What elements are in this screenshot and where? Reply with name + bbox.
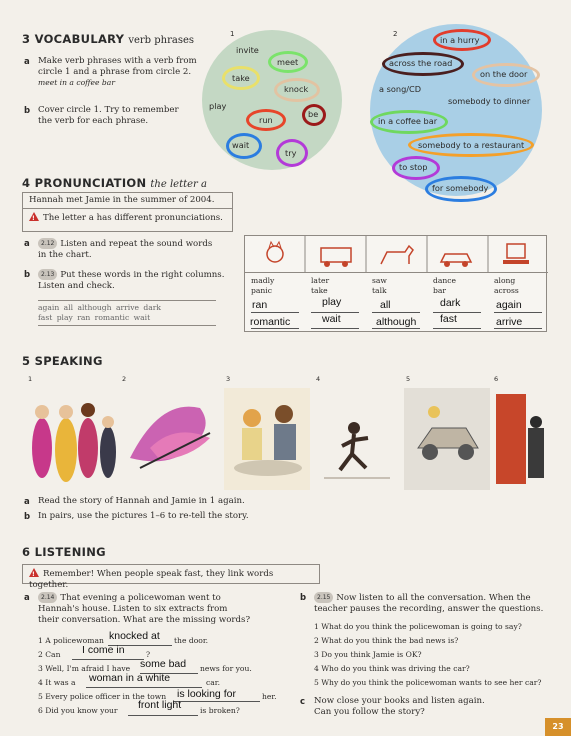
question-2-end: ? (146, 650, 151, 659)
item-label-a: a (24, 239, 30, 249)
verb-play: play (209, 101, 227, 111)
picture-number: 3 (226, 375, 231, 383)
question-4-start: 4 It was a (38, 678, 76, 687)
audio-badge: 2.14 (38, 592, 57, 603)
chart-word: take (311, 286, 328, 295)
answer-ran[interactable]: ran (252, 299, 268, 311)
answer-all[interactable]: all (380, 299, 391, 311)
answer-dark[interactable]: dark (440, 297, 461, 309)
pronunciation-heading (22, 176, 207, 190)
verb-run: run (259, 115, 273, 125)
verb-wait: wait (232, 140, 250, 150)
answer-line (251, 328, 299, 329)
column-2-words (311, 276, 329, 296)
question-3-end: news for you. (200, 664, 252, 673)
sound-pictures-row (245, 236, 548, 272)
answer-line (372, 328, 420, 329)
section-subtitle: verb phrases (128, 35, 195, 46)
chart-word: along (494, 276, 516, 285)
answer-line (372, 312, 420, 313)
phrase-for-somebody: for somebody (432, 183, 489, 193)
audio-badge: 2.15 (314, 592, 333, 603)
question-6-start: 6 Did you know your (38, 706, 118, 715)
answer-play[interactable]: play (322, 296, 342, 308)
listening-heading: 6 LISTENING (22, 545, 106, 559)
phrase-on-the-door: on the door (480, 69, 528, 79)
question-5-end: her. (262, 692, 277, 701)
answer-line (128, 715, 198, 716)
word-bank (38, 300, 216, 326)
answer-4-input[interactable]: woman in a white (89, 672, 171, 684)
item-label-b: b (24, 270, 31, 280)
question-item: 2 What do you think the bad news is? (314, 636, 459, 645)
vocabulary-heading (22, 32, 194, 46)
section-title: 3 VOCABULARY (22, 32, 125, 46)
item-label-b: b (24, 512, 31, 522)
train-icon (321, 248, 351, 267)
verb-take: take (232, 73, 250, 83)
item-label-a: a (24, 497, 30, 507)
warning-icon (29, 568, 39, 577)
story-picture-car (404, 388, 490, 490)
story-picture-running (314, 388, 400, 490)
phrase-across-the-road: across the road (389, 58, 453, 68)
verb-circle (202, 30, 342, 170)
question-2-start: 2 Can (38, 650, 61, 659)
picture-number: 5 (406, 375, 411, 383)
question-item: 3 Do you think Jamie is OK? (314, 650, 422, 659)
text-line: Make verb phrases with a verb from (38, 56, 197, 66)
column-3-words (372, 276, 387, 296)
horse-icon (381, 246, 413, 264)
answer-again[interactable]: again (496, 299, 522, 311)
pronunciation-example-box (22, 192, 233, 232)
section-subtitle: the letter a (150, 179, 207, 190)
warning-text: Remember! When people speak fast, they link words together. (29, 569, 274, 590)
page-number: 23 (545, 718, 571, 736)
answer-line (72, 659, 144, 660)
cat-icon (267, 242, 283, 262)
verb-be: be (308, 109, 319, 119)
section-title: 4 PRONUNCIATION (22, 176, 147, 190)
question-6-end: is broken? (200, 706, 240, 715)
answer-line (433, 328, 481, 329)
question-3-start: 3 Well, I'm afraid I have (38, 664, 131, 673)
text-line: Cover circle 1. Try to remember (38, 105, 179, 115)
chart-word: dance (433, 276, 457, 285)
example-text: meet in a coffee bar (38, 78, 115, 87)
listening-instruction-c (314, 696, 554, 718)
story-picture-door (492, 388, 548, 490)
story-picture-hands (120, 388, 220, 490)
phrase-a-song-cd: a song/CD (379, 84, 422, 94)
text-line: That evening a policewoman went to (60, 593, 221, 603)
picture-number: 6 (494, 375, 499, 383)
item-label-c: c (300, 697, 306, 707)
pron-instruction-b (38, 269, 240, 292)
phrase-somebody-to-a-restaurant: somebody to a restaurant (418, 140, 525, 150)
verb-meet: meet (277, 57, 299, 67)
vocab-instruction-b (38, 105, 208, 127)
column-5-words (494, 276, 519, 296)
warning-text: The letter a has different pronunciations. (43, 213, 223, 223)
chart-word: bar (433, 286, 447, 295)
listening-instruction-b (314, 592, 554, 615)
circle-number: 1 (230, 30, 235, 38)
text-line: Hannah's house. Listen to six extracts from (38, 604, 228, 614)
audio-badge: 2.12 (38, 238, 57, 249)
text-line: circle 1 and a phrase from circle 2. (38, 67, 192, 77)
phrase-in-a-hurry: in a hurry (440, 35, 480, 45)
speaking-instruction-b: In pairs, use the pictures 1–6 to re-tell the story. (38, 511, 249, 521)
text-line: in the chart. (38, 250, 92, 260)
answer-line (494, 312, 542, 313)
question-1-end: the door. (174, 636, 209, 645)
story-picture-women-dancing (22, 388, 118, 490)
phrase-in-a-coffee-bar: in a coffee bar (378, 116, 438, 126)
question-item: 5 Why do you think the policewoman wants to see her car? (314, 678, 542, 687)
answer-3-input[interactable]: some bad (140, 658, 187, 670)
question-5-start: 5 Every police officer in the town (38, 692, 167, 701)
column-1-words (251, 276, 274, 296)
text-line: Can you follow the story? (314, 707, 425, 717)
warning-line (23, 209, 232, 227)
text-line: their conversation. What are the missing words? (38, 615, 251, 625)
speaking-heading: 5 SPEAKING (22, 354, 103, 368)
phrase-to-stop: to stop (399, 162, 428, 172)
item-label-a: a (24, 593, 30, 603)
picture-number: 2 (122, 375, 127, 383)
verb-try: try (285, 148, 297, 158)
warning-icon (29, 212, 39, 221)
chart-divider (245, 272, 548, 273)
answer-fast[interactable]: fast (440, 313, 457, 325)
vocab-instruction-a (38, 56, 208, 88)
car-icon (441, 254, 471, 267)
text-line: teacher pauses the recording, answer the questions. (314, 604, 544, 614)
answer-line (494, 328, 542, 329)
pron-instruction-a (38, 238, 238, 261)
verb-knock: knock (284, 84, 309, 94)
answer-5-input[interactable]: is looking for (177, 688, 236, 700)
picture-number: 1 (28, 375, 33, 383)
question-4-end: car. (206, 678, 220, 687)
text-line: Listen and check. (38, 281, 115, 291)
chart-word: madly (251, 276, 275, 285)
answer-romantic[interactable]: romantic (250, 316, 291, 328)
text-line: Now close your books and listen again. (314, 696, 485, 706)
listening-questions-b (314, 622, 559, 688)
text-line: Listen and repeat the sound words (60, 239, 213, 249)
chart-word: talk (372, 286, 387, 295)
answer-line (311, 328, 359, 329)
listening-instruction-a (38, 592, 278, 626)
circle-number: 2 (393, 30, 398, 38)
text-line: Now listen to all the conversation. When the (336, 593, 531, 603)
phrase-somebody-to-dinner: somebody to dinner (448, 96, 531, 106)
chart-word: across (494, 286, 519, 295)
answer-line (174, 701, 260, 702)
answer-2-input[interactable]: I come in (82, 644, 125, 656)
answer-although[interactable]: although (376, 316, 417, 328)
text-line: the verb for each phrase. (38, 116, 149, 126)
picture-number: 4 (316, 375, 321, 383)
speaking-instruction-a: Read the story of Hannah and Jamie in 1 again. (38, 496, 245, 506)
example-sentence: Hannah met Jamie in the summer of 2004. (23, 193, 232, 209)
answer-wait[interactable]: wait (322, 313, 341, 325)
verb-invite: invite (236, 45, 259, 55)
chart-word: later (311, 276, 330, 285)
answer-line (251, 312, 299, 313)
item-label-b: b (24, 106, 31, 116)
word-bank-row: again all although arrive dark (38, 303, 162, 312)
chart-word: panic (251, 286, 272, 295)
question-1-start: 1 A policewoman (38, 636, 104, 645)
answer-1-input[interactable]: knocked at (109, 630, 160, 642)
column-4-words (433, 276, 456, 296)
question-item: 4 Who do you think was driving the car? (314, 664, 470, 673)
chart-word: saw (372, 276, 387, 285)
word-bank-row: fast play ran romantic wait (38, 313, 151, 322)
question-item: 1 What do you think the policewoman is going to say? (314, 622, 522, 631)
story-picture-coffee-bar (224, 388, 310, 490)
listening-warning-box (22, 564, 320, 590)
computer-icon (503, 244, 529, 264)
answer-arrive[interactable]: arrive (496, 316, 523, 328)
item-label-b: b (300, 593, 307, 603)
item-label-a: a (24, 57, 30, 67)
answer-6-input[interactable]: front light (138, 699, 182, 711)
audio-badge: 2.13 (38, 269, 57, 280)
text-line: Put these words in the right columns. (60, 270, 225, 280)
